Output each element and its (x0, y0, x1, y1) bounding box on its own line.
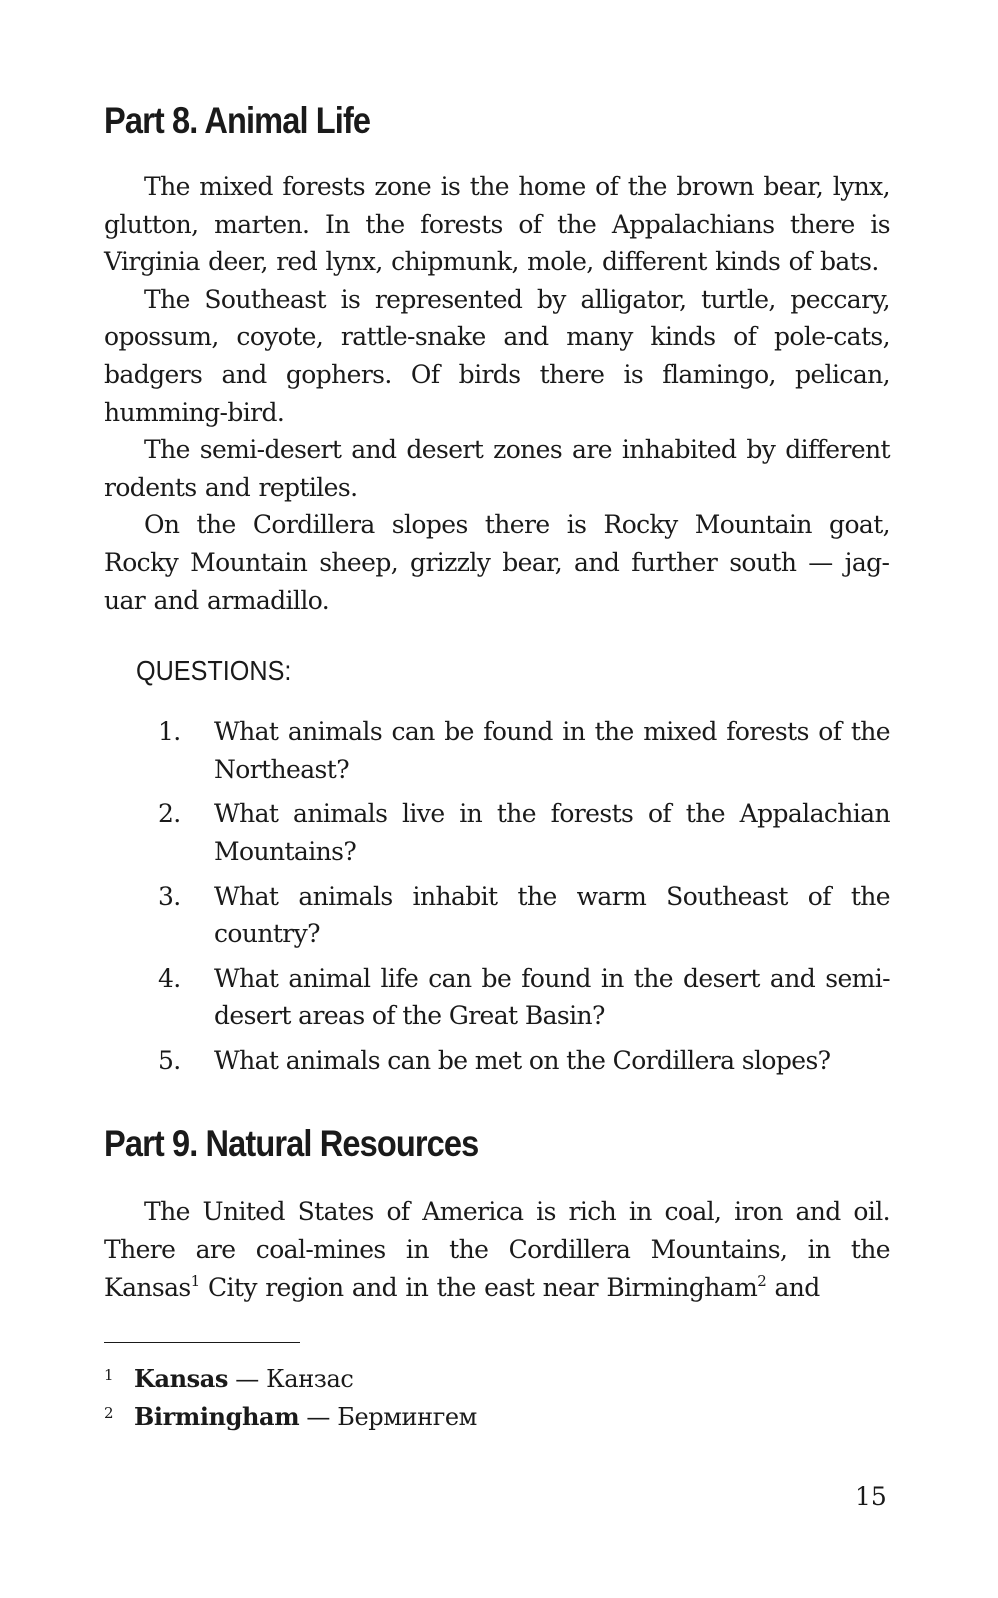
footnote-number: 1 (104, 1366, 114, 1384)
paragraph-natural-resources (104, 1193, 890, 1306)
resources-text-3: and (766, 1272, 820, 1302)
paragraph-cordillera: On the Cordillera slopes there is Rocky Mountain goat, Rocky Mountain sheep, grizzly bear, and further south — jaguar and armadillo. (104, 510, 890, 615)
footnote-item (104, 1398, 890, 1436)
question-number: 3. (158, 881, 181, 911)
questions-label: QUESTIONS: (136, 655, 292, 687)
question-number: 5. (158, 1045, 181, 1075)
question-number: 1. (158, 717, 181, 747)
paragraph-mixed-forests: The mixed forests zone is the home of the brown bear, lynx, glutton, marten. In the forests of the Appalachians there is Virginia deer, red lynx, chipmunk, mole, different kinds of bats. (104, 172, 890, 277)
paragraph-southeast: The Southeast is represented by alligator, turtle, peccary, opossum, coyote, rattle-snake and many kinds of pole-cats, badgers and gophers. Of birds there is flamingo, pelican, humming-bird. (104, 284, 890, 427)
footnote-term: Birmingham (134, 1402, 300, 1431)
footnote-item (104, 1360, 890, 1398)
footnote-ref-1: 1 (190, 1271, 200, 1290)
question-text: What animals can be found in the mixed forests of the Northeast? (214, 717, 890, 784)
questions-list (104, 713, 890, 1079)
question-item (104, 795, 890, 870)
question-item (104, 713, 890, 788)
question-text: What animals can be met on the Cordillera slopes? (214, 1045, 831, 1075)
footnote-translation: — Канзас (228, 1365, 354, 1393)
page-number: 15 (855, 1482, 887, 1511)
footnote-term: Kansas (134, 1364, 229, 1393)
question-text: What animal life can be found in the desert and semi-desert areas of the Great Basin? (214, 963, 890, 1031)
paragraph-semi-desert: The semi-desert and desert zones are inhabited by different rodents and reptiles. (104, 435, 890, 502)
heading-part-8: Part 8. Animal Life (104, 100, 371, 141)
page-body (104, 92, 890, 1306)
footnote-number: 2 (104, 1404, 114, 1422)
resources-text-1: The United States of America is rich in coal, iron and oil. There are coal-mines in the Cordillera Mountains, in the Kansas (104, 1197, 890, 1302)
question-item (104, 878, 890, 953)
resources-text-2: City region and in the east near Birmingham (199, 1272, 758, 1302)
question-text: What animals inhabit the warm Southeast of the country? (214, 881, 890, 949)
question-number: 4. (158, 963, 181, 993)
footnote-divider (104, 1342, 300, 1343)
question-number: 2. (158, 799, 181, 829)
question-text: What animals live in the forests of the Appalachian Mountains? (214, 799, 890, 866)
footnote-ref-2: 2 (757, 1271, 767, 1290)
question-item (104, 1042, 890, 1080)
question-item (104, 960, 890, 1035)
footnote-translation: — Бермингем (299, 1403, 477, 1431)
heading-part-9: Part 9. Natural Resources (104, 1123, 479, 1165)
footnotes (104, 1360, 890, 1436)
